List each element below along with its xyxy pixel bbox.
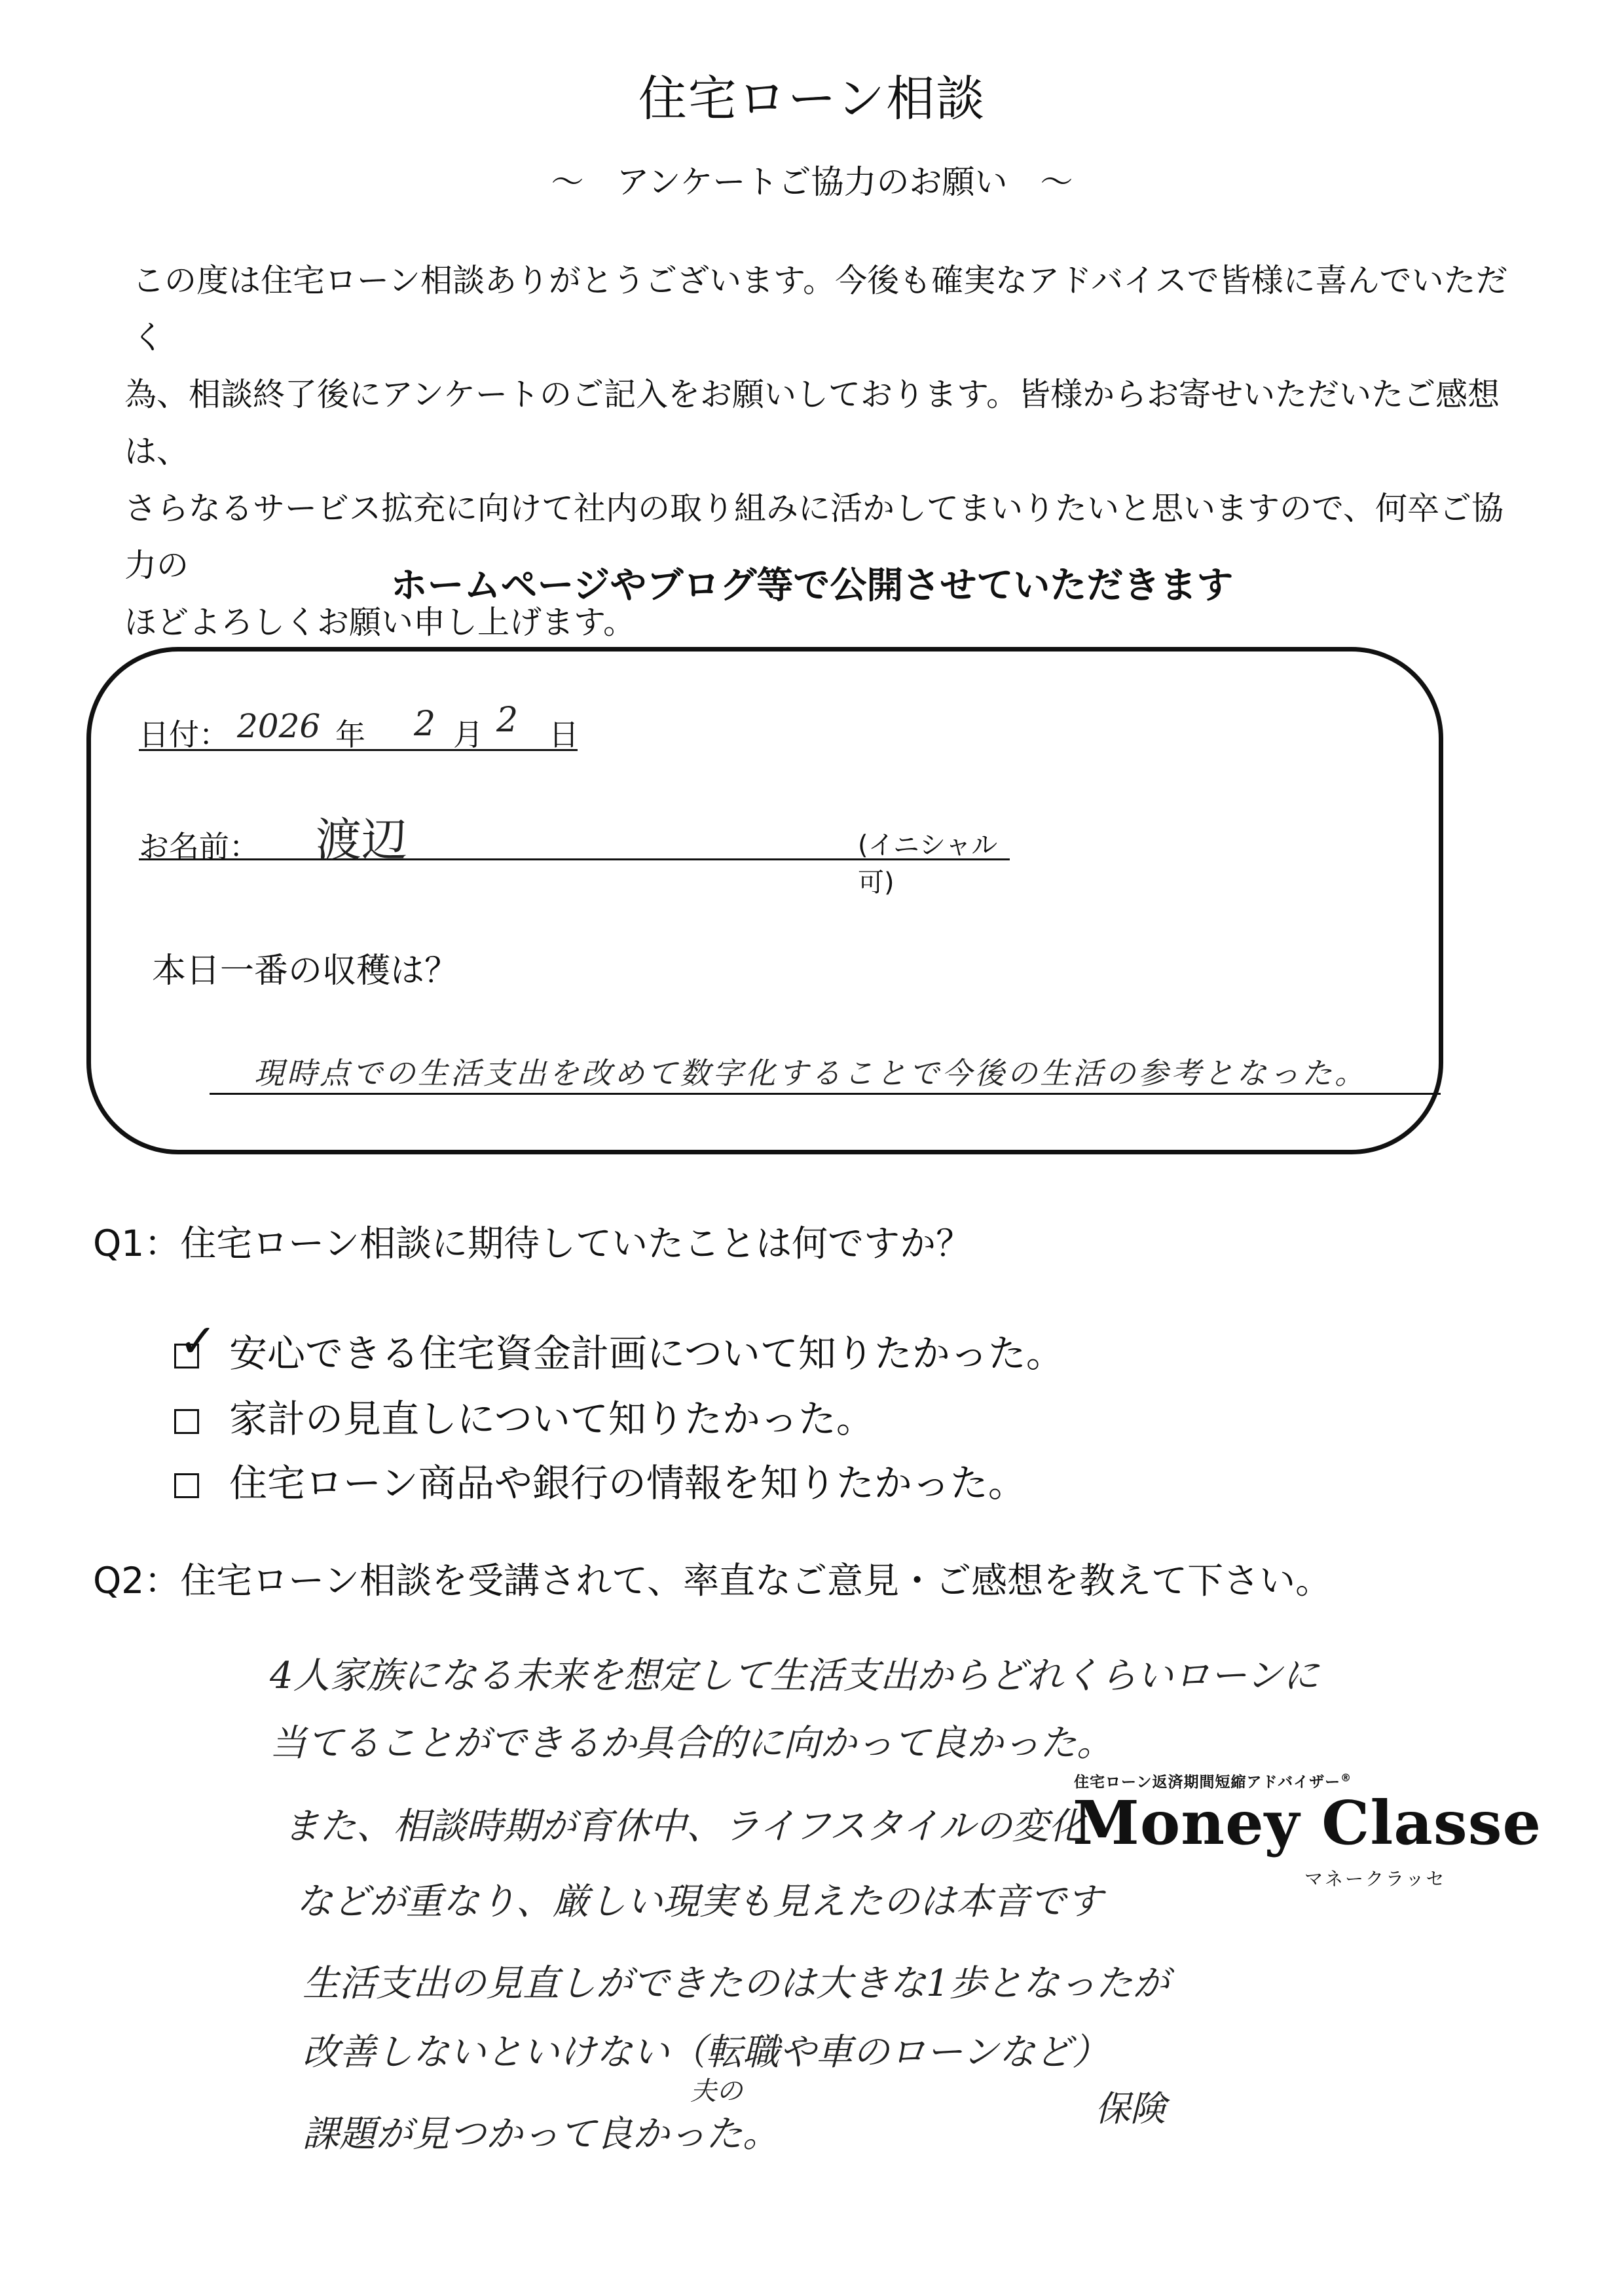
highlight-answer-row [210,1044,1441,1093]
date-month-value: 2 [414,705,436,744]
date-row [139,701,579,752]
year-label: 年 [335,717,365,752]
q1-checkbox-1[interactable] [174,1313,217,1368]
highlight-underline [210,1093,1441,1095]
name-value: 渡辺 [316,813,407,867]
q1-option [174,1388,874,1443]
date-day-value: 2 [496,701,519,740]
month-label: 月 [453,717,483,752]
day-label: 日 [549,717,579,752]
date-label: 日付： [139,717,229,752]
q2-question: Q2：住宅ローン相談を受講されて、率直なご意見・ご感想を教えて下さい。 [93,1560,1332,1602]
q2-answer-line: などが重なり、厳しい現実も見えたのは本音です [296,1881,1103,1923]
q1-option-label: 住宅ローン商品や銀行の情報を知りたかった。 [229,1461,1026,1505]
name-label: お名前： [139,829,259,864]
q1-option-label: 安心できる住宅資金計画について知りたかった。 [229,1331,1064,1376]
q2-answer-insert: 保険 [1095,2088,1166,2129]
q1-checkbox-2[interactable] [174,1409,199,1434]
q2-answer-line: 生活支出の見直しができたのは大きな1歩となったが [303,1962,1170,2005]
page-title: 住宅ローン相談 [638,71,986,127]
name-row [139,813,1010,898]
page-subtitle: ～ アンケートご協力のお願い ～ [551,163,1073,201]
q2-answer-line: 4人家族になる未来を想定して生活支出からどれくらいローンに [270,1655,1320,1697]
registered-mark: ® [1340,1771,1352,1784]
q2-answer-line: 当てることができるか具合的に向かって良かった。 [270,1722,1113,1765]
highlight-question: 本日一番の収穫は？ [152,951,459,991]
intro-line: ほどよろしくお願い申し上げます。 [124,604,636,641]
publish-notice: ホームページやブログ等で公開させていただきます [390,564,1234,607]
q2-answer-line: 改善しないといけない（転職や車のローンなど） [303,2031,1109,2074]
q1-option [174,1452,1026,1507]
logo-name: Money Classe [1073,1788,1542,1858]
date-year-value: 2026 [237,707,321,745]
initial-note: (イニシャル可) [858,830,998,898]
logo-tagline-text: 住宅ローン返済期間短縮アドバイザー [1074,1774,1341,1791]
intro-line: この度は住宅ローン相談ありがとうございます。今後も確実なアドバイスで皆様に喜んでいただく [132,262,1508,356]
intro-line: さらなるサービス拡充に向けて社内の取り組みに活かしてまいりたいと思いますので、何卒ご協力の [124,490,1504,584]
q2-answer-line: また、相談時期が育休中、ライフスタイルの変化 [283,1805,1086,1848]
q2-answer-insert: 夫の [690,2076,743,2106]
check-icon: ✓ [179,1313,217,1368]
highlight-answer-text: 現時点での生活支出を改めて数字化することで今後の生活の参考となった。 [254,1056,1367,1091]
q1-option-label: 家計の見直しについて知りたかった。 [229,1397,874,1441]
intro-line: 為、相談終了後にアンケートのご記入をお願いしております。皆様からお寄せいただいたご感想は、 [124,376,1500,470]
logo-kana: マネークラッセ [1304,1868,1447,1890]
q1-option [174,1313,1064,1378]
q1-question: Q1：住宅ローン相談に期待していたことは何ですか？ [93,1222,972,1264]
q1-checkbox-3[interactable] [174,1473,199,1498]
q2-answer-line: 課題が見つかって良かった。 [303,2113,779,2156]
